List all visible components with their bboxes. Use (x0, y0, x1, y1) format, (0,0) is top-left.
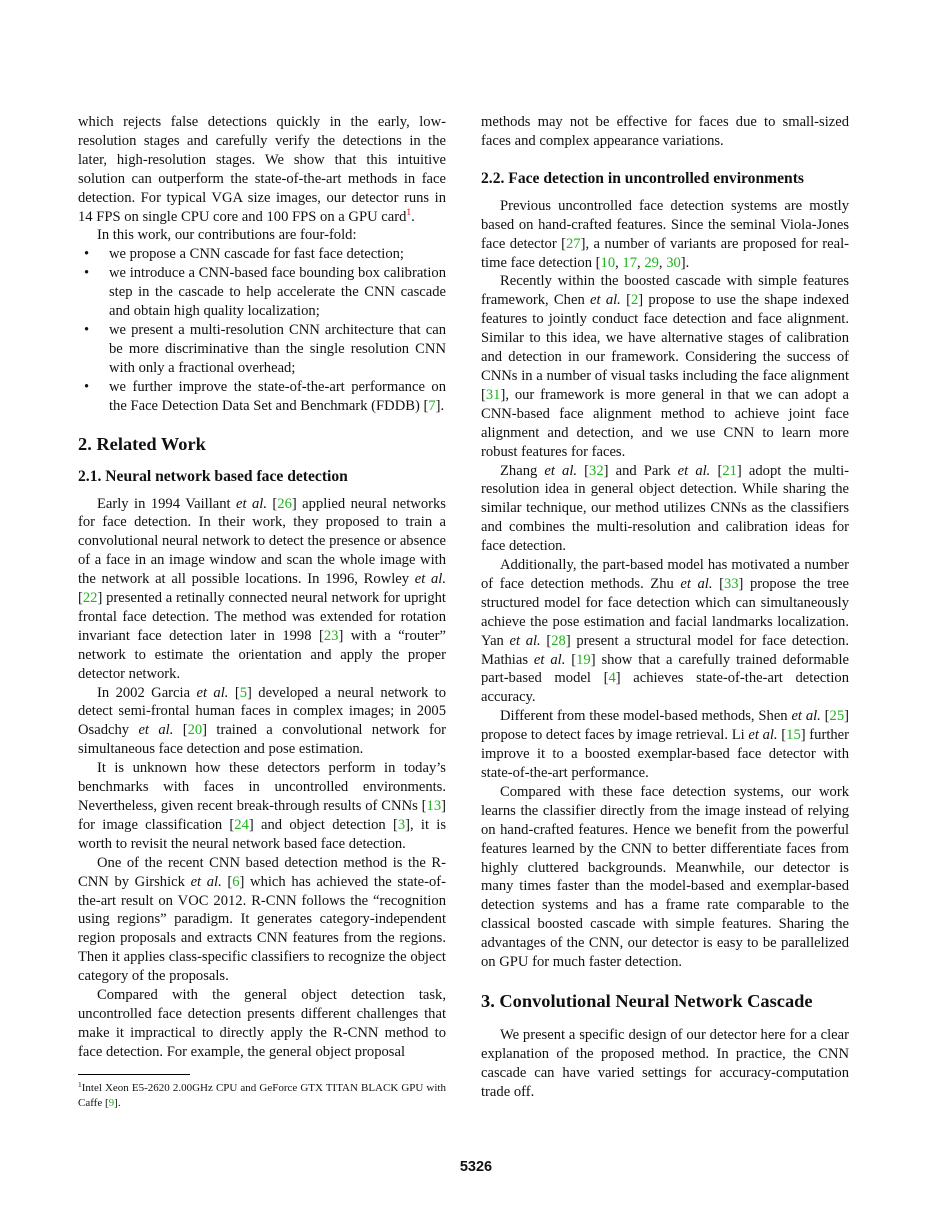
paragraph-different: Different from these model-based methods, Shen et al. [25] propose to detect faces by image retrieval. Li et al. [15] further improve it to a boosted exemplar-based face detector with state-of-the-art performance. (481, 708, 850, 781)
citation-link[interactable]: 22 (82, 590, 98, 607)
paragraph-continuation: methods may not be effective for faces due to small-sized faces and complex appearance variations. (481, 114, 849, 149)
citation-link[interactable]: 30 (666, 254, 681, 271)
paragraph-compared-systems: Compared with these face detection systems, our work learns the classifier directly from the image instead of relying on hand-crafted features. Hence we benefit from the powerful features learned by the CNN to better differentiate faces from highly cluttered backgrounds. Meanwhile, our detector is many times faster than the model-based and exemplar-based detection systems and has a frame rate comparable to the classical boosted cascade with simple features. Sharing the advantages of the CNN, our detector is easy to be parallelized on GPU for much faster detection. (481, 783, 849, 971)
bullet-icon: • (84, 378, 90, 395)
contributions-list (78, 245, 446, 415)
footnote: $^1$Intel Xeon E5-2620 2.00GHz CPU and GeForce GTX TITAN BLACK GPU with Caffe [9]. (78, 1080, 446, 1109)
section-heading-related-work: 2. Related Work (78, 433, 206, 454)
citation-link[interactable]: 15 (786, 727, 801, 744)
citation-link[interactable]: 27 (566, 235, 581, 252)
page-number: 5326 (459, 1159, 493, 1175)
citation-link[interactable]: 17 (622, 254, 638, 271)
bullet-icon: • (84, 321, 90, 338)
bullet-icon: • (84, 265, 90, 282)
citation-link[interactable]: 23 (323, 627, 339, 644)
citation-link[interactable]: 2 (630, 292, 639, 309)
citation-link[interactable]: 20 (187, 722, 203, 739)
paragraph-additionally: Additionally, the part-based model has motivated a number of face detection methods. Zhu et al. [33] propose the tree structured model for face detection which can simultaneously achieve the pose estimation and facial landmarks localization. Yan et al. [28] present a structural model for face detection. Mathias et al. [19] show that a carefully trained deformable part-based model [4] achieves state-of-the-art detection accuracy. (481, 557, 849, 706)
citation-link[interactable]: 32 (589, 462, 604, 479)
paragraph-recently: Recently within the boosted cascade with simple features framework, Chen et al. [2] propose to use the shape indexed features to jointly conduct face detection and face alignment. Similar to this idea, we have alternative stages of calibration and detection in our framework. Considering the success of CNNs in a number of visual tasks including the face alignment [31], our framework is more general in that we can adopt a CNN-based face alignment method to achieve joint face alignment and detection, and we use CNN to learn more robust features for faces. (481, 273, 850, 460)
paragraph-unknown: It is unknown how these detectors perform in today’s benchmarks with faces in uncontrolled environments. Nevertheless, given recent break-through results of CNNs [13] for image classification [24] and object detection [3], it is worth to revisit the neural network based face detection. (78, 760, 446, 852)
list-item: • we propose a CNN cascade for fast face detection; (84, 246, 404, 263)
intro-text: which rejects false detections quickly in the early, low-resolution stages and carefully verify the detections in the later, high-resolution stages. We show that this intuitive solution can outperform the state-of-the-art methods in face detection. For typical VGA size images, our detector runs in 14 FPS on single CPU core and 100 FPS on a GPU card (78, 114, 446, 225)
footnote-mark[interactable]: 1 (406, 207, 412, 218)
citation-link[interactable]: 6 (232, 873, 240, 890)
citation-link[interactable]: 19 (576, 651, 591, 668)
citation-link[interactable]: 13 (426, 798, 442, 814)
intro-paragraph: which rejects false detections quickly in the early, low-resolution stages and carefully verify the detections in the later, high-resolution stages. We show that this intuitive solution can outperform the state-of-the-art methods in face detection. For typical VGA size images, our detector runs in 14 FPS on single CPU core and 100 FPS on a GPU card$^1$. (78, 114, 446, 225)
footnote-number: 1 (78, 1080, 82, 1089)
citation-link[interactable]: 31 (485, 386, 501, 403)
list-item: • we further improve the state-of-the-art performance on the Face Detection Data Set and Benchmark (FDDB) [7]. (84, 378, 446, 414)
paragraph-rcnn: One of the recent CNN based detection method is the R-CNN by Girshick et al. [6] which has achieved the state-of-the-art result on VOC 2012. R-CNN follows the “recognition using regions” paradigm. It generates category-independent region proposals and extracts CNN features from the regions. Then it applies class-specific classifiers to recognize the object category of the proposals. (78, 854, 446, 985)
paragraph-compared-general: Compared with the general object detection task, uncontrolled face detection presents different challenges that make it impractical to directly apply the R-CNN method to face detection. For example, the general object proposal (78, 987, 446, 1060)
citation-link[interactable]: 10 (600, 254, 616, 271)
citation-link[interactable]: 26 (277, 495, 292, 512)
subsection-heading-uncontrolled: 2.2. Face detection in uncontrolled environments (481, 169, 804, 187)
paragraph-garcia: In 2002 Garcia et al. [5] developed a neural network to detect semi-frontal human faces in complex images; in 2005 Osadchy et al. [20] trained a convolutional network for simultaneous face detection and pose estimation. (78, 684, 446, 758)
paragraph-previous: Previous uncontrolled face detection systems are mostly based on hand-crafted features. Since the seminal Viola-Jones face detector [27], a number of variants are proposed for real-time face detection [10, 17, 29, 30]. (481, 197, 849, 271)
citation-link[interactable]: 25 (829, 708, 845, 725)
subsection-heading-neural-network: 2.1. Neural network based face detection (78, 467, 348, 485)
citation-link[interactable]: 4 (608, 670, 616, 687)
citation-link[interactable]: 33 (723, 575, 739, 592)
paragraph-vaillant: Early in 1994 Vaillant et al. [26] applied neural networks for face detection. In their work, they proposed to train a convolutional neural network to detect the presence or absence of a face in an image window and scan the whole image with the network at all possible locations. In 1996, Rowley et al. [22] presented a retinally connected neural network for upright frontal face detection. The method was extended for rotation invariant face detection later in 1998 [23] with a “router” network to estimate the orientation and apply the proper detector network. (78, 495, 446, 682)
paragraph-present: We present a specific design of our detector here for a clear explanation of the proposed method. In practice, the CNN cascade can have varied settings for accuracy-computation trade off. (481, 1026, 849, 1100)
citation-link[interactable]: 9 (108, 1096, 115, 1109)
citation-link[interactable]: 3 (397, 816, 406, 833)
bullet-icon: • (84, 246, 90, 263)
citation-link[interactable]: 5 (239, 684, 247, 701)
list-item: • we introduce a CNN-based face bounding box calibration step in the cascade to help accelerate the CNN cascade and obtain high quality localization; (84, 265, 446, 320)
citation-link[interactable]: 21 (722, 462, 737, 479)
left-column (78, 113, 446, 1062)
contributions-intro: In this work, our contributions are four-fold: (97, 227, 357, 244)
citation-link[interactable]: 7 (428, 397, 436, 414)
paragraph-zhang: Zhang et al. [32] and Park et al. [21] adopt the multi-resolution idea in general object detection. While sharing the similar technique, our method utilizes CNNs as the classifiers and combines the multi-resolution and calibration ideas for face detection. (481, 462, 850, 555)
citation-link[interactable]: 24 (234, 816, 249, 833)
section-heading-cnn-cascade: 3. Convolutional Neural Network Cascade (481, 990, 813, 1011)
list-item: • we present a multi-resolution CNN architecture that can be more discriminative than the single resolution CNN with only a fractional overhead; (84, 321, 446, 376)
citation-link[interactable]: 28 (551, 632, 566, 649)
citation-link[interactable]: 29 (644, 254, 659, 271)
right-column (481, 113, 849, 1102)
footnote-divider (78, 1074, 190, 1075)
